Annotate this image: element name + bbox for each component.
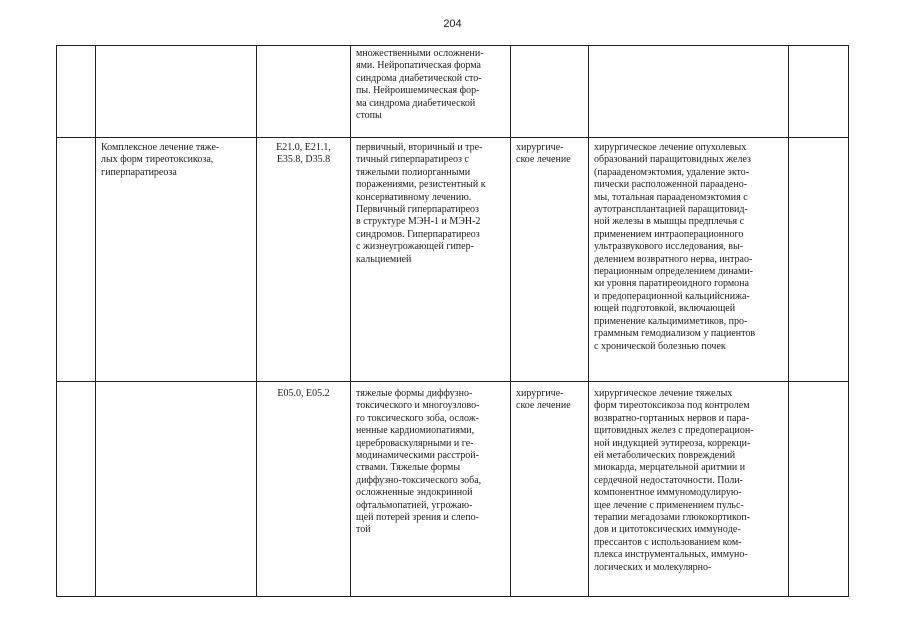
- treatment-method-cell: хирургическое лечение тяжелых форм тиреотоксикоза под контролем возвратно-гортанных нервов и пара- щитовидных желез с предоперацион- ной индукцией эутиреоза, коррекци- ей метаболических повреждений миокарда, мерцательной аритмии и сердечной недостаточности. Поли- компонентное иммуномодулирую- щее лечение с применением пульс- терапии мегадозами глюкокортикоп- дов и цитотоксических иммунoде- прессантов с использованием ком- плекса инструментальных, иммуно- логических и молекулярно-: [589, 382, 789, 597]
- group-cell: Комплексное лечение тяже- лых форм тиреотоксикоза, гиперпаратиреоза: [96, 138, 257, 382]
- icd-codes-cell: E05.0, E05.2: [257, 382, 351, 597]
- cost-cell: [789, 382, 849, 597]
- patient-model-cell: множественными осложнени- ями. Нейропатическая форма синдрома диабетической сто- пы. Нейроишемическая фор- ма синдрома диабетической стопы: [351, 46, 511, 138]
- treatment-method-cell: хирургическое лечение опухолевых образований паращитовидных желез (парааденомэктомия, удаление экто- пически расположенной парааденo- мы, тотальная парааденомэктомия с аутотрансплантацией паращитовид- ной железы в мышцы предплечья с применением интраоперационного ультразвукового исследования, вы- делением возвратного нерва, интрао- перационным определением динами- ки уровня паратиреоидного гормона и предоперационной кальцийснижа- ющей подготовкой, включающей применение кальцимиметиков, про- граммным гемодиализом у пациентов с хронической болезнью почек: [589, 138, 789, 382]
- group-cell: [96, 46, 257, 138]
- row-number-cell: [57, 138, 96, 382]
- patient-model-cell: тяжелые формы диффузно- токсического и многоузлово- го токсического зоба, ослож- ненные кардиомиопатиями, цереброваскулярными и ге- модинамическими расстрой- ствами. Тяжелые формы диффузно-токсического зоба, осложненные эндокринной офтальмопатией, угрожаю- щей потерей зрения и слепо- той: [351, 382, 511, 597]
- cost-cell: [789, 138, 849, 382]
- table-row: [57, 382, 849, 597]
- treatment-method-cell: [589, 46, 789, 138]
- row-number-cell: [57, 46, 96, 138]
- cost-cell: [789, 46, 849, 138]
- treatment-type-cell: [511, 46, 589, 138]
- row-number-cell: [57, 382, 96, 597]
- patient-model-cell: первичный, вторичный и тре- тичный гиперпаратиреоз с тяжелыми полиорганными поражениями, резистентный к консервативному лечению. Первичный гиперпаратиреоз в структуре МЭН-1 и МЭН-2 синдромов. Гиперпаратиреоз с жизнеугрожающей гипер- кальциемией: [351, 138, 511, 382]
- table-row: [57, 138, 849, 382]
- treatment-type-cell: хирургиче- ское лечение: [511, 382, 589, 597]
- icd-codes-cell: E21.0, E21.1, E35.8, D35.8: [257, 138, 351, 382]
- medical-care-table: [56, 45, 849, 597]
- table-row: [57, 46, 849, 138]
- page-number: 204: [443, 18, 462, 30]
- treatment-type-cell: хирургиче- ское лечение: [511, 138, 589, 382]
- icd-codes-cell: [257, 46, 351, 138]
- group-cell: [96, 382, 257, 597]
